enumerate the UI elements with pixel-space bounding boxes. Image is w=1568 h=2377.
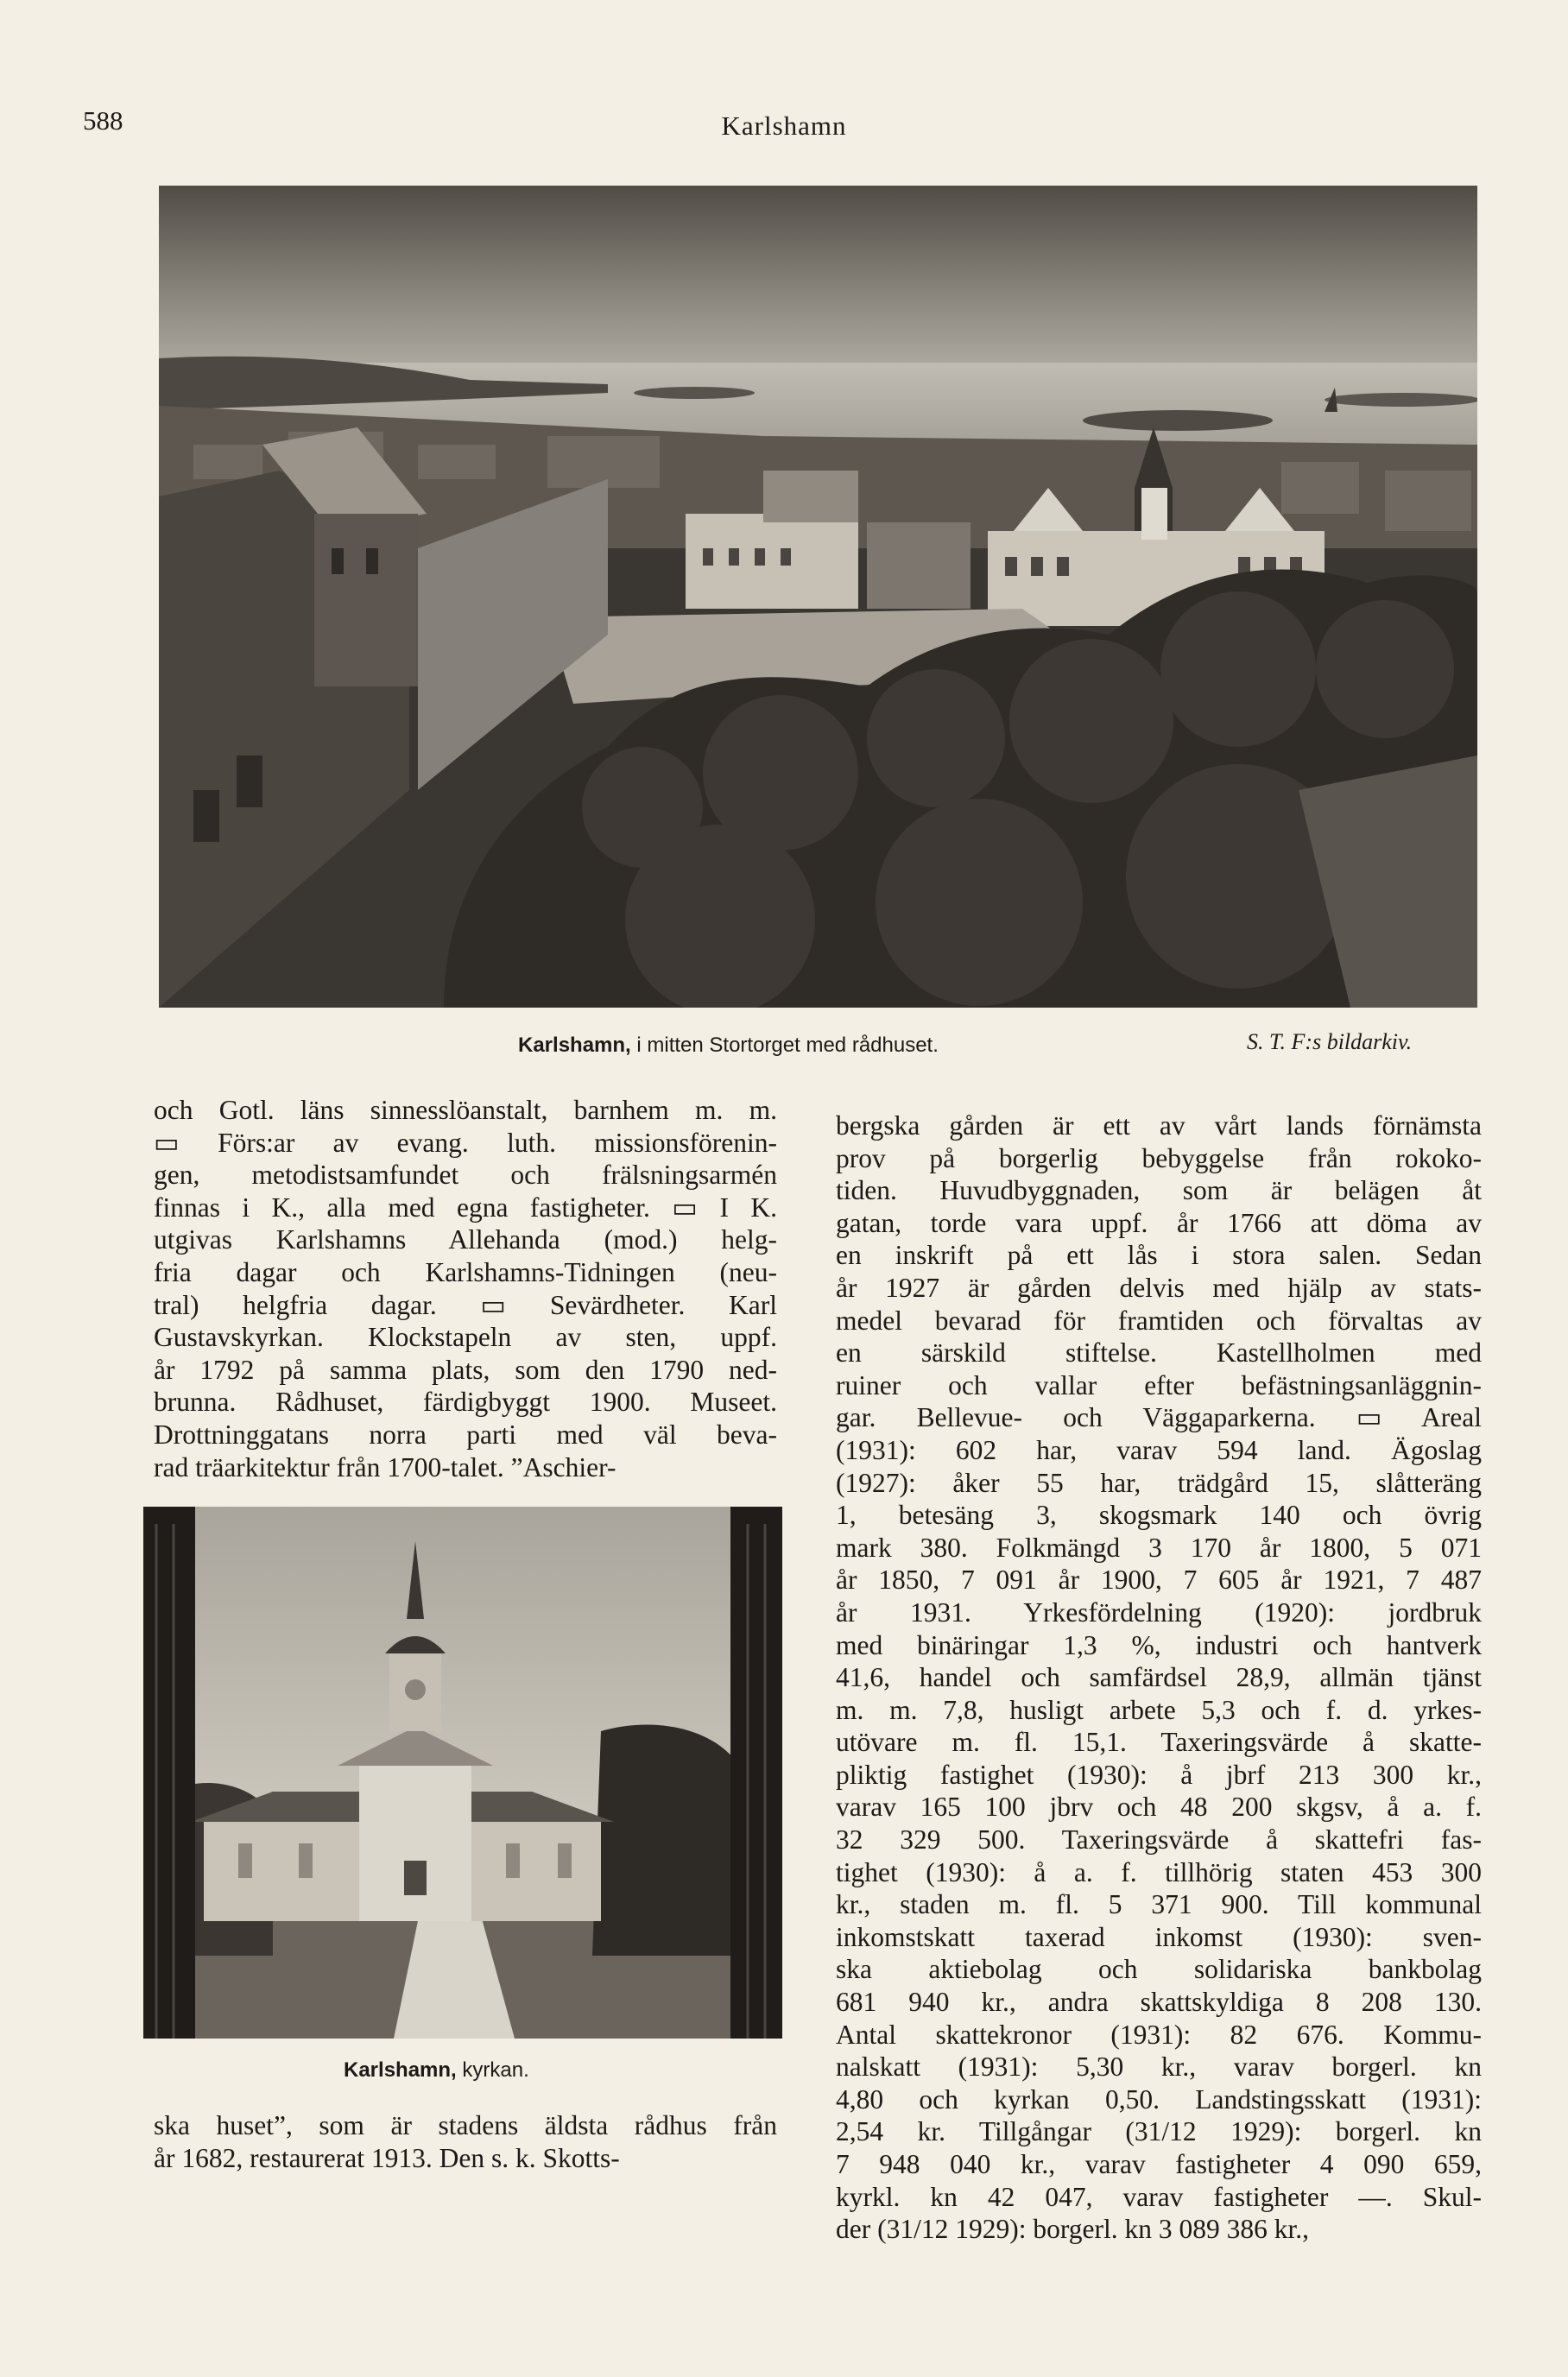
text-line: 681 940 kr., andra skattskyldiga 8 208 130. <box>836 1987 1482 2018</box>
town-photograph <box>159 186 1477 1008</box>
text-line: gatan, torde vara uppf. år 1766 att döma av <box>836 1207 1482 1238</box>
text-line: 1, betesäng 3, skogsmark 140 och övrig <box>836 1500 1482 1531</box>
text-line: mark 380. Folkmängd 3 170 år 1800, 5 071 <box>836 1532 1482 1563</box>
photo-credit: S. T. F:s bildarkiv. <box>1247 1029 1413 1054</box>
text-line: rad träarkitektur från 1700-talet. ”Aschier- <box>154 1451 616 1482</box>
text-line: (1927): åker 55 har, trädgård 15, slåtteräng <box>836 1467 1482 1498</box>
text-line: Antal skattekronor (1931): 82 676. Kommu- <box>836 2019 1482 2050</box>
right-column-text <box>836 1109 1482 2246</box>
text-line: medel bevarad för framtiden och förvaltas av <box>836 1305 1482 1336</box>
text-line: med binäringar 1,3 %, industri och hantverk <box>836 1629 1482 1660</box>
text-line: ska huset”, som är stadens äldsta rådhus från <box>154 2110 777 2140</box>
text-line: gar. Bellevue- och Väggaparkerna. ▭ Areal <box>836 1402 1482 1433</box>
text-line: m. m. 7,8, husligt arbete 5,3 och f. d. yrkes- <box>836 1694 1482 1725</box>
running-title: Karlshamn <box>721 111 847 141</box>
text-line: ruiner och vallar efter befästningsanläggnin- <box>836 1369 1482 1400</box>
text-line: en särskild stiftelse. Kastellholmen med <box>836 1337 1482 1369</box>
text-line: 32 329 500. Taxeringsvärde å skattefri fas- <box>836 1824 1482 1855</box>
page-number: 588 <box>83 105 123 136</box>
text-line: nalskatt (1931): 5,30 kr., varav borgerl. kn <box>836 2051 1482 2083</box>
text-line: utövare m. fl. 15,1. Taxeringsvärde å skatte- <box>836 1727 1482 1758</box>
text-line: inkomstskatt taxerad inkomst (1930): sven- <box>836 1921 1482 1952</box>
text-line: ▭ Förs:ar av evang. luth. missionsförenin- <box>154 1127 777 1158</box>
text-line: och Gotl. läns sinnesslöanstalt, barnhem m. m. <box>154 1095 777 1125</box>
text-line: utgivas Karlshamns Allehanda (mod.) helg- <box>154 1224 777 1255</box>
text-line: tighet (1930): å a. f. tillhörig staten 453 300 <box>836 1856 1482 1887</box>
church-photo-caption: Karlshamn, kyrkan. <box>344 2058 529 2082</box>
text-line: år 1931. Yrkesfördelning (1920): jordbruk <box>836 1596 1482 1628</box>
text-line: (1931): 602 har, varav 594 land. Ägoslag <box>836 1434 1482 1465</box>
text-line: brunna. Rådhuset, färdigbyggt 1900. Museet. <box>154 1387 777 1418</box>
text-line: år 1682, restaurerat 1913. Den s. k. Skotts- <box>154 2142 620 2173</box>
church-photograph <box>143 1507 782 2039</box>
text-line: 41,6, handel och samfärdsel 28,9, allmän tjänst <box>836 1662 1482 1693</box>
text-line: varav 165 100 jbrv och 48 200 skgsv, å a. f. <box>836 1792 1482 1823</box>
left-column-text <box>154 1094 777 1483</box>
text-line: pliktig fastighet (1930): å jbrf 213 300 kr., <box>836 1759 1482 1790</box>
text-line: gen, metodistsamfundet och frälsningsarmén <box>154 1160 777 1191</box>
text-line: Drottninggatans norra parti med väl beva- <box>154 1419 777 1450</box>
text-line: der (31/12 1929): borgerl. kn 3 089 386 kr., <box>836 2214 1309 2245</box>
text-line: år 1927 är gården delvis med hjälp av stats- <box>836 1272 1482 1303</box>
text-line: 7 948 040 kr., varav fastigheter 4 090 659, <box>836 2149 1482 2179</box>
text-line: tiden. Huvudbyggnaden, som är belägen åt <box>836 1175 1482 1206</box>
text-line: finnas i K., alla med egna fastigheter. ▭ I K. <box>154 1192 777 1223</box>
text-line: bergska gården är ett av vårt lands förnämsta <box>836 1110 1482 1141</box>
text-line: ska aktiebolag och solidariska bankbolag <box>836 1954 1482 1985</box>
text-line: prov på borgerlig bebyggelse från rokoko- <box>836 1142 1482 1173</box>
text-line: år 1850, 7 091 år 1900, 7 605 år 1921, 7 487 <box>836 1565 1482 1596</box>
text-line: kyrkl. kn 42 047, varav fastigheter —. Skul- <box>836 2181 1482 2212</box>
text-line: 2,54 kr. Tillgångar (31/12 1929): borgerl. kn <box>836 2116 1482 2147</box>
town-photo-caption: Karlshamn, i mitten Stortorget med rådhuset. <box>518 1034 939 1057</box>
text-line: år 1792 på samma plats, som den 1790 ned- <box>154 1354 777 1385</box>
left-column-bottom-text <box>154 2109 777 2174</box>
text-line: Gustavskyrkan. Klockstapeln av sten, uppf. <box>154 1322 777 1353</box>
text-line: fria dagar och Karlshamns-Tidningen (neu- <box>154 1256 777 1287</box>
text-line: tral) helgfria dagar. ▭ Sevärdheter. Karl <box>154 1289 777 1320</box>
text-line: en inskrift på ett lås i stora salen. Sedan <box>836 1240 1482 1271</box>
text-line: kr., staden m. fl. 5 371 900. Till kommunal <box>836 1889 1482 1920</box>
text-line: 4,80 och kyrkan 0,50. Landstingsskatt (1931): <box>836 2083 1482 2115</box>
